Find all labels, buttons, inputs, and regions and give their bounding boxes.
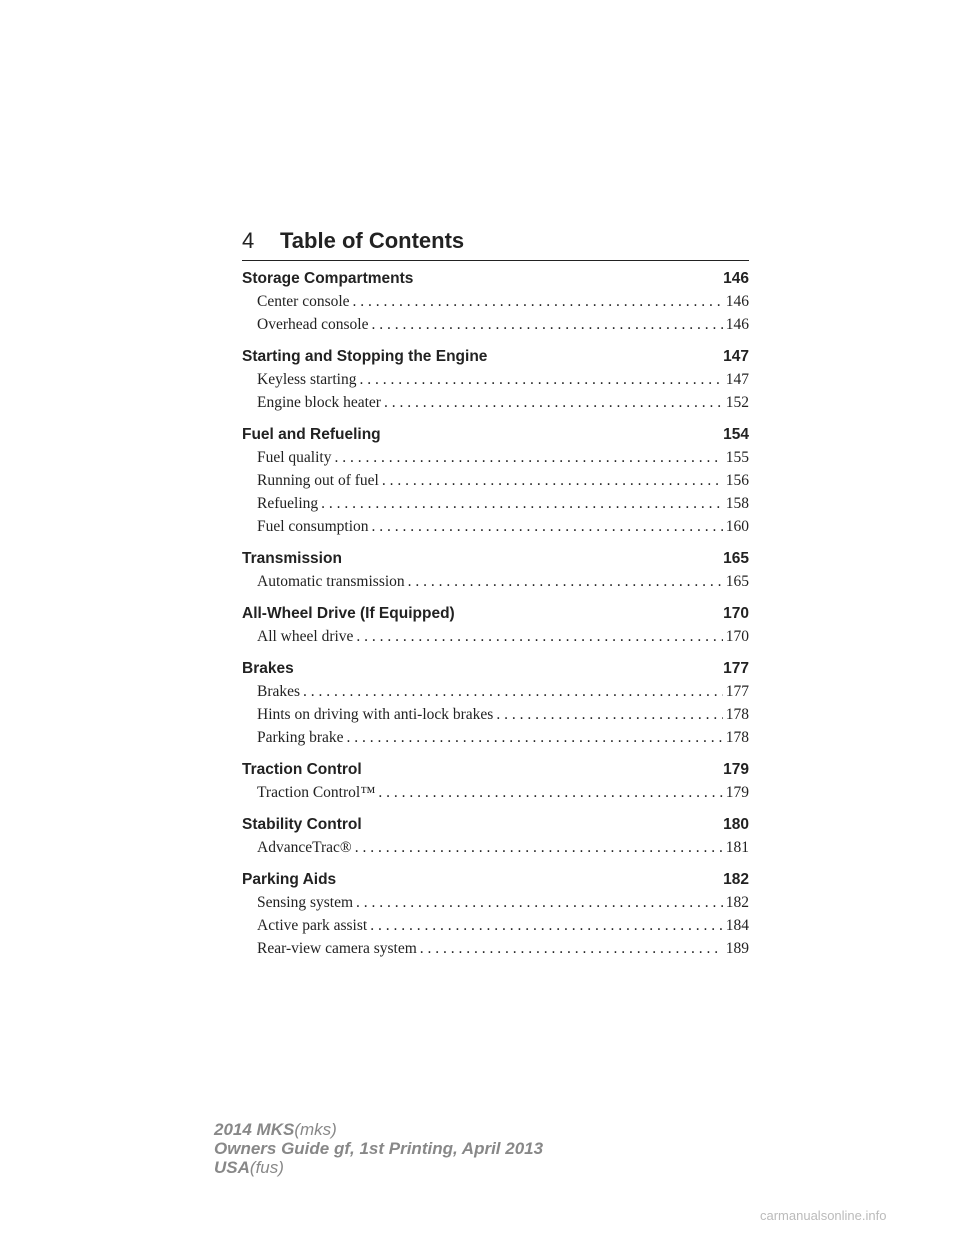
section-heading[interactable] (242, 268, 749, 290)
footer-market-code: (fus) (249, 1158, 284, 1177)
section-page: 182 (723, 871, 749, 888)
dot-leader (321, 492, 723, 515)
entry-page: 170 (725, 628, 749, 645)
footer-model-code: (mks) (294, 1120, 337, 1139)
entry-page: 156 (725, 472, 749, 489)
toc-entry[interactable] (242, 492, 749, 515)
dot-leader (378, 781, 722, 804)
dot-leader (355, 836, 723, 859)
toc-section (242, 658, 749, 749)
toc-entry[interactable] (242, 914, 749, 937)
entry-label: Parking brake (257, 729, 344, 746)
toc-entry[interactable] (242, 836, 749, 859)
section-title: Transmission (242, 550, 342, 567)
section-title: Storage Compartments (242, 270, 414, 287)
toc-section (242, 346, 749, 414)
footer-line-1 (214, 1120, 543, 1139)
entry-label: Fuel quality (257, 449, 332, 466)
section-heading[interactable] (242, 424, 749, 446)
section-title: Starting and Stopping the Engine (242, 348, 488, 365)
toc-entry[interactable] (242, 313, 749, 336)
page-header (242, 228, 749, 261)
entry-label: Rear-view camera system (257, 940, 417, 957)
dot-leader (496, 703, 722, 726)
dot-leader (372, 515, 723, 538)
section-page: 180 (723, 816, 749, 833)
toc-entry[interactable] (242, 680, 749, 703)
entry-page: 178 (725, 706, 749, 723)
entry-page: 158 (725, 495, 749, 512)
toc-entry[interactable] (242, 446, 749, 469)
entry-label: Sensing system (257, 894, 354, 911)
section-page: 170 (723, 605, 749, 622)
entry-page: 152 (725, 394, 749, 411)
entry-page: 179 (725, 784, 749, 801)
section-title: Traction Control (242, 761, 362, 778)
footer-model: 2014 MKS (214, 1120, 295, 1139)
dot-leader (408, 570, 723, 593)
dot-leader (303, 680, 723, 703)
entry-label: Hints on driving with anti-lock brakes (257, 706, 494, 723)
entry-label: Center console (257, 293, 350, 310)
entry-label: Traction Control™ (257, 784, 376, 801)
entry-label: Keyless starting (257, 371, 357, 388)
watermark: carmanualsonline.info (760, 1208, 887, 1223)
page-title: Table of Contents (280, 228, 465, 253)
toc-entry[interactable] (242, 726, 749, 749)
entry-label: AdvanceTrac® (257, 839, 352, 856)
dot-leader (371, 313, 722, 336)
toc-entry[interactable] (242, 368, 749, 391)
section-heading[interactable] (242, 869, 749, 891)
section-title: Parking Aids (242, 871, 337, 888)
dot-leader (420, 937, 723, 960)
toc-entry[interactable] (242, 891, 749, 914)
section-heading[interactable] (242, 603, 749, 625)
section-page: 165 (723, 550, 749, 567)
entry-page: 177 (725, 683, 749, 700)
dot-leader (384, 391, 723, 414)
section-title: Fuel and Refueling (242, 426, 381, 443)
entry-label: Active park assist (257, 917, 368, 934)
toc-section (242, 603, 749, 648)
toc-section (242, 548, 749, 593)
footer (214, 1120, 543, 1177)
section-heading[interactable] (242, 346, 749, 368)
footer-line-3 (214, 1158, 543, 1177)
footer-line-2 (214, 1139, 543, 1158)
entry-label: Running out of fuel (257, 472, 379, 489)
toc-entry[interactable] (242, 469, 749, 492)
toc-entry[interactable] (242, 625, 749, 648)
entry-page: 147 (725, 371, 749, 388)
page-number: 4 (242, 228, 255, 253)
dot-leader (353, 290, 723, 313)
section-heading[interactable] (242, 548, 749, 570)
dot-leader (334, 446, 722, 469)
entry-page: 155 (725, 449, 749, 466)
section-page: 147 (723, 348, 749, 365)
dot-leader (382, 469, 723, 492)
section-title: Stability Control (242, 816, 362, 833)
dot-leader (347, 726, 723, 749)
entry-page: 184 (725, 917, 749, 934)
toc-section (242, 424, 749, 538)
section-heading[interactable] (242, 759, 749, 781)
footer-printing: Owners Guide gf, 1st Printing, April 2013 (214, 1139, 544, 1158)
entry-label: Engine block heater (257, 394, 381, 411)
entry-page: 160 (725, 518, 749, 535)
section-page: 177 (723, 660, 749, 677)
section-page: 179 (723, 761, 749, 778)
entry-label: Fuel consumption (257, 518, 369, 535)
entry-page: 146 (725, 293, 749, 310)
section-title: Brakes (242, 660, 294, 677)
entry-page: 189 (725, 940, 749, 957)
toc-entry[interactable] (242, 781, 749, 804)
entry-label: Overhead console (257, 316, 369, 333)
toc-entry[interactable] (242, 703, 749, 726)
section-heading[interactable] (242, 814, 749, 836)
entry-label: Refueling (257, 495, 319, 512)
toc-entry[interactable] (242, 937, 749, 960)
dot-leader (370, 914, 723, 937)
section-title: All-Wheel Drive (If Equipped) (242, 605, 455, 622)
section-page: 146 (723, 270, 749, 287)
entry-page: 146 (725, 316, 749, 333)
entry-page: 178 (725, 729, 749, 746)
section-page: 154 (723, 426, 749, 443)
toc-entry[interactable] (242, 391, 749, 414)
toc-entry[interactable] (242, 515, 749, 538)
entry-page: 181 (725, 839, 749, 856)
table-of-contents (242, 268, 749, 970)
toc-section (242, 869, 749, 960)
entry-label: Brakes (257, 683, 301, 700)
dot-leader (359, 368, 722, 391)
toc-entry[interactable] (242, 570, 749, 593)
entry-label: Automatic transmission (257, 573, 405, 590)
footer-market: USA (214, 1158, 250, 1177)
dot-leader (356, 891, 723, 914)
section-heading[interactable] (242, 658, 749, 680)
dot-leader (356, 625, 722, 648)
toc-section (242, 268, 749, 336)
entry-label: All wheel drive (257, 628, 354, 645)
toc-section (242, 759, 749, 804)
entry-page: 165 (725, 573, 749, 590)
toc-entry[interactable] (242, 290, 749, 313)
entry-page: 182 (725, 894, 749, 911)
toc-section (242, 814, 749, 859)
